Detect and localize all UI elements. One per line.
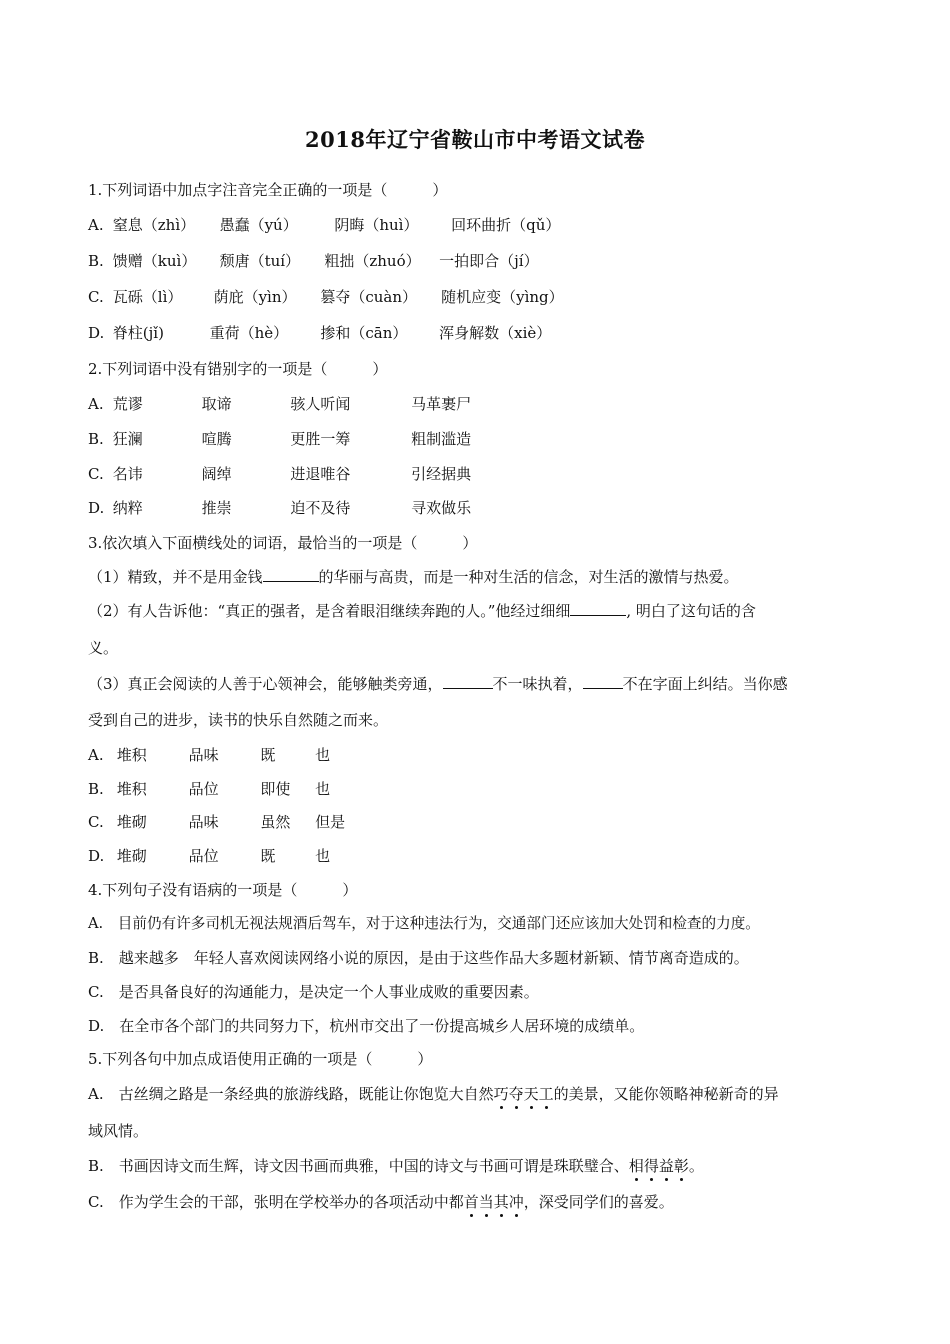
q1-d-word3: 掺和（cān） bbox=[320, 324, 408, 342]
q1-option-c bbox=[88, 287, 564, 307]
q3-sentence-3 bbox=[88, 674, 788, 694]
q1-a-word4: 回环曲折（qǔ） bbox=[451, 216, 561, 234]
q2-option-d bbox=[88, 498, 471, 518]
q1-a-word2: 愚蠢（yú） bbox=[219, 216, 298, 234]
q1-option-d bbox=[88, 323, 551, 343]
q5-a-text-after: 的美景，又能你领略神秘新奇的异 bbox=[553, 1085, 779, 1103]
q2-c-word3: 进退唯谷 bbox=[290, 465, 351, 483]
q3-blank-3 bbox=[443, 674, 493, 689]
q3-c-word2: 品味 bbox=[188, 813, 219, 831]
q1-c-word3: 篡夺（cuàn） bbox=[320, 288, 418, 306]
q3-d-label: D. bbox=[88, 847, 105, 865]
q3-s2-text-after: , 明白了这句话的含 bbox=[626, 602, 756, 620]
q4-option-d: D. 在全市各个部门的共同努力下，杭州市交出了一份提高城乡人居环境的成绩单。 bbox=[88, 1017, 645, 1035]
q3-b-word3: 即使 bbox=[260, 780, 291, 798]
q5-option-c bbox=[88, 1192, 674, 1212]
q2-b-label: B. bbox=[88, 430, 104, 448]
q2-b-word3: 更胜一筹 bbox=[290, 430, 351, 448]
q3-c-word1: 堆砌 bbox=[116, 813, 147, 831]
q2-d-word4: 寻欢做乐 bbox=[411, 499, 472, 517]
q3-c-word4: 但是 bbox=[315, 813, 346, 831]
q1-a-word1: 窒息（zhì） bbox=[112, 216, 196, 234]
q3-blank-4 bbox=[583, 674, 623, 689]
q3-blank-2 bbox=[570, 601, 626, 616]
q2-c-label: C. bbox=[88, 465, 104, 483]
q3-sentence-2 bbox=[88, 601, 756, 621]
q3-d-word1: 堆砌 bbox=[116, 847, 147, 865]
q2-option-c bbox=[88, 464, 471, 484]
q3-b-word2: 品位 bbox=[188, 780, 219, 798]
q3-a-word1: 堆积 bbox=[116, 746, 147, 764]
q3-s3-text-b: 不一味执着， bbox=[492, 675, 583, 693]
q2-d-word2: 推崇 bbox=[201, 499, 232, 517]
q3-s1-text-after: 的华丽与高贵，而是一种对生活的信念，对生活的激情与热爱。 bbox=[318, 568, 739, 586]
q1-d-word1: 脊柱(jǐ) bbox=[112, 324, 164, 342]
q3-c-label: C. bbox=[88, 813, 104, 831]
q2-c-word4: 引经据典 bbox=[411, 465, 472, 483]
q1-b-label: B. bbox=[88, 252, 104, 270]
q1-b-word1: 馈赠（kuì） bbox=[112, 252, 197, 270]
q5-a-text-before: A. 古丝绸之路是一条经典的旅游线路，既能让你饱览大自然 bbox=[88, 1085, 494, 1103]
q1-stem: 1.下列词语中加点字注音完全正确的一项是（ ） bbox=[88, 181, 448, 199]
q3-a-word2: 品味 bbox=[188, 746, 219, 764]
q3-c-word3: 虽然 bbox=[260, 813, 291, 831]
q2-d-word3: 迫不及待 bbox=[290, 499, 351, 517]
q2-b-word1: 狂澜 bbox=[112, 430, 143, 448]
q1-c-word1: 瓦砾（lì） bbox=[112, 288, 183, 306]
q3-d-word3: 既 bbox=[260, 847, 276, 865]
q2-stem: 2.下列词语中没有错别字的一项是（ ） bbox=[88, 360, 388, 378]
q1-c-label: C. bbox=[88, 288, 104, 306]
q3-s3-text-a: （3）真正会阅读的人善于心领神会，能够触类旁通， bbox=[88, 675, 443, 693]
q2-c-word1: 名讳 bbox=[112, 465, 143, 483]
q3-option-c bbox=[88, 812, 345, 832]
q3-a-label: A. bbox=[88, 746, 104, 764]
q3-s1-text-before: （1）精致，并不是用金钱 bbox=[88, 568, 263, 586]
q3-option-b bbox=[88, 779, 330, 799]
q4-stem: 4.下列句子没有语病的一项是（ ） bbox=[88, 881, 358, 899]
q2-d-word1: 纳粹 bbox=[112, 499, 143, 517]
q3-stem: 3.依次填入下面横线处的词语，最恰当的一项是（ ） bbox=[88, 534, 478, 552]
q4-option-c: C. 是否具备良好的沟通能力，是决定一个人事业成败的重要因素。 bbox=[88, 983, 539, 1001]
q5-c-text-before: C. 作为学生会的干部，张明在学校举办的各项活动中都 bbox=[88, 1193, 464, 1211]
q1-a-word3: 阴晦（huì） bbox=[334, 216, 419, 234]
q5-option-a-continued: 域风情。 bbox=[88, 1122, 149, 1140]
q2-option-b bbox=[88, 429, 471, 449]
q5-b-idiom: 相得益彰 bbox=[628, 1157, 689, 1175]
q4-option-b: B. 越来越多 年轻人喜欢阅读网络小说的原因，是由于这些作品大多题材新颖、情节离奇造成的。 bbox=[88, 949, 749, 967]
q3-option-a bbox=[88, 745, 330, 765]
q2-a-word1: 荒谬 bbox=[112, 395, 143, 413]
q3-b-word1: 堆积 bbox=[116, 780, 147, 798]
q5-c-idiom: 首当其冲 bbox=[463, 1193, 524, 1211]
exam-title: 2018年辽宁省鞍山市中考语文试卷 bbox=[305, 127, 645, 152]
q4-option-a: A. 目前仍有许多司机无视法规酒后驾车，对于这种违法行为，交通部门还应该加大处罚和检查的力度。 bbox=[88, 915, 760, 932]
q1-c-word2: 荫庇（yìn） bbox=[213, 288, 297, 306]
q2-b-word2: 喧腾 bbox=[201, 430, 232, 448]
q1-d-word4: 浑身解数（xiè） bbox=[439, 324, 552, 342]
q1-a-label: A. bbox=[88, 216, 104, 234]
q3-s2-text-before: （2）有人告诉他：“真正的强者，是含着眼泪继续奔跑的人。”他经过细细 bbox=[88, 602, 571, 620]
q3-sentence-1 bbox=[88, 567, 739, 587]
q2-c-word2: 阔绰 bbox=[201, 465, 232, 483]
q5-option-b bbox=[88, 1156, 704, 1176]
q3-d-word2: 品位 bbox=[188, 847, 219, 865]
q1-d-word2: 重荷（hè） bbox=[209, 324, 289, 342]
q3-s2-continued: 义。 bbox=[88, 639, 119, 657]
q1-b-word3: 粗拙（zhuó） bbox=[324, 252, 421, 270]
q5-b-text-before: B. 书画因诗文而生辉，诗文因书画而典雅，中国的诗文与书画可谓是珠联璧合、 bbox=[88, 1157, 629, 1175]
q5-c-text-after: ，深受同学们的喜爱。 bbox=[523, 1193, 674, 1211]
q2-d-label: D. bbox=[88, 499, 105, 517]
q3-s3-text-c: 不在字面上纠结。当你感 bbox=[622, 675, 788, 693]
q3-option-d bbox=[88, 846, 330, 866]
q3-a-word4: 也 bbox=[315, 746, 331, 764]
q2-a-word3: 骇人听闻 bbox=[290, 395, 351, 413]
q1-option-b bbox=[88, 251, 539, 271]
q3-b-word4: 也 bbox=[315, 780, 331, 798]
q2-a-word2: 取谛 bbox=[201, 395, 232, 413]
q2-option-a bbox=[88, 394, 471, 414]
q3-a-word3: 既 bbox=[260, 746, 276, 764]
q5-stem: 5.下列各句中加点成语使用正确的一项是（ ） bbox=[88, 1050, 433, 1068]
q3-b-label: B. bbox=[88, 780, 104, 798]
q3-d-word4: 也 bbox=[315, 847, 331, 865]
q3-blank-1 bbox=[263, 567, 319, 582]
q5-option-a bbox=[88, 1084, 779, 1104]
q1-b-word2: 颓唐（tuí） bbox=[219, 252, 301, 270]
q5-a-idiom: 巧夺天工 bbox=[493, 1085, 554, 1103]
q2-b-word4: 粗制滥造 bbox=[411, 430, 472, 448]
q1-d-label: D. bbox=[88, 324, 105, 342]
q2-a-word4: 马革裹尸 bbox=[411, 395, 472, 413]
q5-b-text-after: 。 bbox=[688, 1157, 704, 1175]
q1-b-word4: 一拍即合（jí） bbox=[439, 252, 539, 270]
q2-a-label: A. bbox=[88, 395, 104, 413]
q1-c-word4: 随机应变（yìng） bbox=[441, 288, 564, 306]
q3-s3-continued: 受到自己的进步，读书的快乐自然随之而来。 bbox=[88, 711, 389, 729]
q1-option-a bbox=[88, 215, 560, 235]
